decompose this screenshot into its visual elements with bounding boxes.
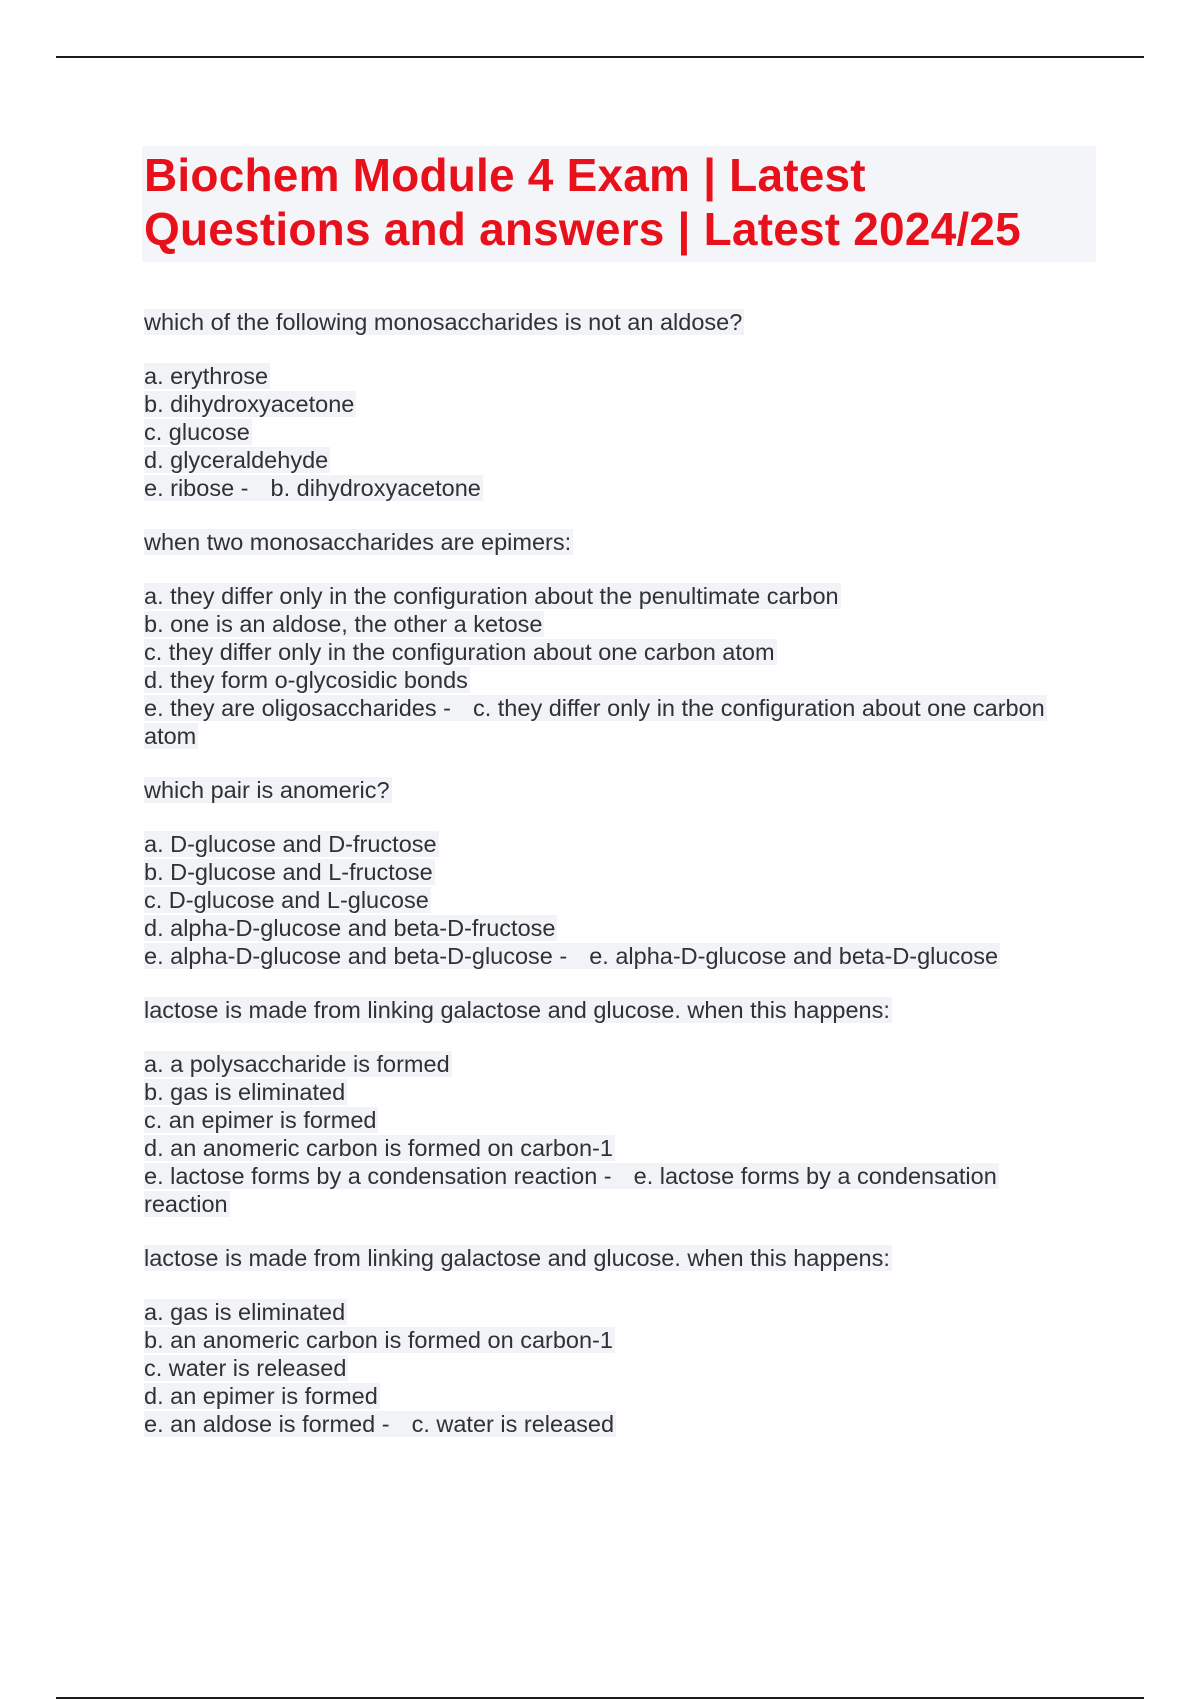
question-text: which pair is anomeric? (144, 777, 390, 803)
option-a: a. D-glucose and D-fructose (144, 831, 437, 857)
qa-item-3 (144, 776, 1094, 970)
title-line-1: Biochem Module 4 Exam | Latest (144, 149, 866, 201)
option-b: b. gas is eliminated (144, 1079, 346, 1105)
option-d: d. they form o-glycosidic bonds (144, 667, 468, 693)
option-d: d. an anomeric carbon is formed on carbon-1 (144, 1135, 613, 1161)
option-a: a. gas is eliminated (144, 1299, 346, 1325)
qa-item-4 (144, 996, 1094, 1218)
option-c: c. an epimer is formed (144, 1107, 377, 1133)
bottom-rule (56, 1697, 1144, 1699)
question-text: which of the following monosaccharides is not an aldose? (144, 309, 743, 335)
answer-text: e. lactose forms by a condensation (633, 1163, 997, 1189)
option-c: c. water is released (144, 1355, 347, 1381)
option-b: b. dihydroxyacetone (144, 391, 355, 417)
option-a: a. they differ only in the configuration about the penultimate carbon (144, 583, 839, 609)
option-e: e. they are oligosaccharides - (144, 695, 451, 721)
question-text: lactose is made from linking galactose and glucose. when this happens: (144, 997, 890, 1023)
qa-item-2 (144, 528, 1094, 750)
option-b: b. one is an aldose, the other a ketose (144, 611, 543, 637)
document-body (144, 146, 1094, 1464)
answer-text-continued: atom (144, 723, 197, 749)
answer-text: b. dihydroxyacetone (270, 475, 481, 501)
option-d: d. an epimer is formed (144, 1383, 378, 1409)
option-c: c. D-glucose and L-glucose (144, 887, 429, 913)
qa-list (144, 308, 1094, 1438)
document-title (142, 146, 1096, 262)
answer-text: c. water is released (411, 1411, 615, 1437)
answer-text: e. alpha-D-glucose and beta-D-glucose (589, 943, 999, 969)
option-d: d. alpha-D-glucose and beta-D-fructose (144, 915, 556, 941)
answer-text: c. they differ only in the configuration about one carbon (472, 695, 1045, 721)
option-c: c. glucose (144, 419, 250, 445)
option-a: a. a polysaccharide is formed (144, 1051, 450, 1077)
option-c: c. they differ only in the configuration about one carbon atom (144, 639, 775, 665)
top-rule (56, 56, 1144, 58)
title-line-2: Questions and answers | Latest 2024/25 (144, 203, 1021, 255)
option-a: a. erythrose (144, 363, 269, 389)
option-e: e. alpha-D-glucose and beta-D-glucose - (144, 943, 568, 969)
option-b: b. an anomeric carbon is formed on carbon-1 (144, 1327, 613, 1353)
option-b: b. D-glucose and L-fructose (144, 859, 433, 885)
option-e: e. ribose - (144, 475, 249, 501)
qa-item-5 (144, 1244, 1094, 1438)
qa-item-1 (144, 308, 1094, 502)
option-e: e. an aldose is formed - (144, 1411, 390, 1437)
option-d: d. glyceraldehyde (144, 447, 329, 473)
question-text: when two monosaccharides are epimers: (144, 529, 572, 555)
answer-text-continued: reaction (144, 1191, 228, 1217)
option-e: e. lactose forms by a condensation reaction - (144, 1163, 612, 1189)
question-text: lactose is made from linking galactose and glucose. when this happens: (144, 1245, 890, 1271)
